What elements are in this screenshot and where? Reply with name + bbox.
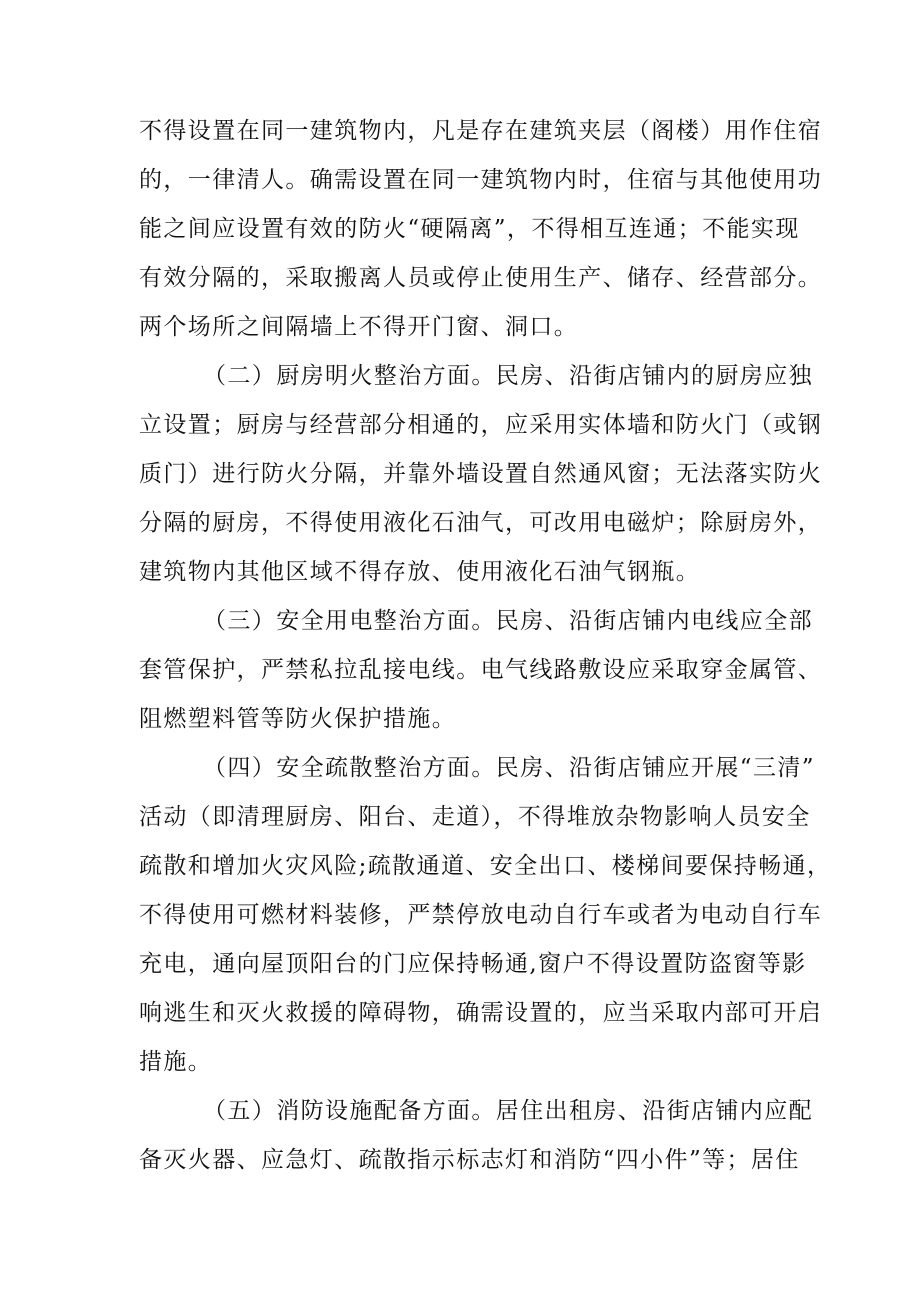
text-line: 不得使用可燃材料装修，严禁停放电动自行车或者为电动自行车 [139,902,823,928]
text-line: 充电，通向屋顶阳台的门应保持畅通,窗户不得设置防盗窗等影 [139,951,807,977]
text-line: 套管保护，严禁私拉乱接电线。电气线路敷设应采取穿金属管、 [139,657,823,683]
text-line: 疏散和增加火灾风险;疏散通道、安全出口、楼梯间要保持畅通， [139,853,832,879]
paragraph-first-line: （四）安全疏散整治方面。民房、沿街店铺应开展“三清” [203,755,815,781]
text-line: 不得设置在同一建筑物内，凡是存在建筑夹层（阁楼）用作住宿 [139,118,823,144]
text-line: 响逃生和灭火救援的障碍物，确需设置的，应当采取内部可开启 [139,1000,823,1026]
text-line: 的，一律清人。确需设置在同一建筑物内时，住宿与其他使用功 [139,167,823,193]
text-line: 备灭火器、应急灯、疏散指示标志灯和消防“四小件”等；居住 [139,1147,800,1173]
text-line: 能之间应设置有效的防火“硬隔离”，不得相互连通；不能实现 [139,216,800,242]
paragraph-first-line: （三）安全用电整治方面。民房、沿街店铺内电线应全部 [203,608,813,634]
paragraph-first-line: （二）厨房明火整治方面。民房、沿街店铺内的厨房应独 [203,363,813,389]
text-line: 阻燃塑料管等防火保护措施。 [139,706,457,732]
text-line: 两个场所之间隔墙上不得开门窗、洞口。 [139,314,579,340]
text-line: 措施。 [139,1049,213,1075]
paragraph-first-line: （五）消防设施配备方面。居住出租房、沿街店铺内应配 [203,1098,813,1124]
text-line: 立设置；厨房与经营部分相通的，应采用实体墙和防火门（或钢 [139,412,823,438]
text-line: 质门）进行防火分隔，并靠外墙设置自然通风窗；无法落实防火 [139,461,823,487]
text-line: 分隔的厨房，不得使用液化石油气，可改用电磁炉；除厨房外， [139,510,823,536]
text-line: 活动（即清理厨房、阳台、走道），不得堆放杂物影响人员安全 [139,804,811,830]
text-line: 有效分隔的，采取搬离人员或停止使用生产、储存、经营部分。 [139,265,823,291]
text-line: 建筑物内其他区域不得存放、使用液化石油气钢瓶。 [139,559,701,585]
